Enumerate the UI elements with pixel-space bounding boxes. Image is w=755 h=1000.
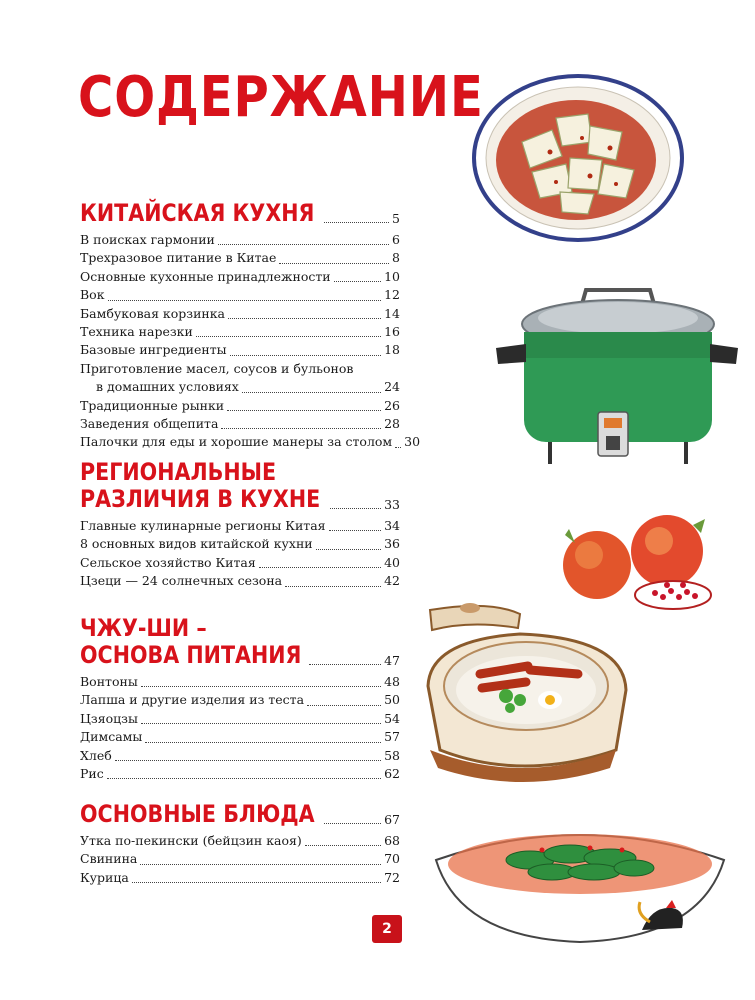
section-heading[interactable] bbox=[80, 615, 400, 669]
toc-entry[interactable]: Сельское хозяйство Китая 40 bbox=[80, 554, 400, 570]
toc-section-regional bbox=[80, 459, 400, 591]
toc-entry[interactable]: Цзяоцзы 54 bbox=[80, 710, 400, 726]
section-page: 5 bbox=[392, 211, 400, 226]
toc-entry[interactable]: Техника нарезки 16 bbox=[80, 324, 400, 340]
cabbage-dish-illustration bbox=[470, 72, 686, 244]
claypot-rice-illustration bbox=[410, 600, 645, 785]
section-heading[interactable] bbox=[80, 801, 400, 828]
toc-entry[interactable]: В поисках гармонии 6 bbox=[80, 232, 400, 247]
toc-entry[interactable]: Лапша и другие изделия из теста 50 bbox=[80, 692, 400, 708]
section-page: 47 bbox=[384, 653, 400, 668]
toc-entry[interactable]: Основные кухонные принадлежности 10 bbox=[80, 268, 400, 284]
toc-entry-first-line[interactable]: Приготовление масел, соусов и бульонов bbox=[80, 360, 354, 376]
toc-entry[interactable]: Вок 12 bbox=[80, 287, 400, 303]
section-heading[interactable] bbox=[80, 459, 400, 513]
section-title: РЕГИОНАЛЬНЫЕ РАЗЛИЧИЯ В КУХНЕ bbox=[80, 458, 321, 513]
vegetable-bowl-illustration bbox=[430, 820, 730, 945]
page-title: СОДЕРЖАНИЕ bbox=[78, 65, 484, 130]
toc-section-chinese-cuisine bbox=[80, 199, 421, 452]
section-title: ЧЖУ-ШИ – ОСНОВА ПИТАНИЯ bbox=[80, 614, 302, 669]
toc-entry[interactable]: Заведения общепита 28 bbox=[80, 416, 400, 432]
section-page: 33 bbox=[384, 497, 400, 512]
toc-entry[interactable]: Утка по-пекински (бейцзин каоя) 68 bbox=[80, 833, 400, 848]
toc-entry[interactable]: Палочки для еды и хорошие манеры за столом 30 bbox=[80, 434, 421, 450]
rice-cooker-illustration bbox=[490, 282, 740, 472]
toc-entry[interactable]: Цзеци — 24 солнечных сезона 42 bbox=[80, 573, 400, 589]
section-page: 67 bbox=[384, 812, 400, 827]
toc-section-main-dishes bbox=[80, 801, 400, 887]
toc-entry[interactable]: Бамбуковая корзинка 14 bbox=[80, 305, 400, 321]
toc-entry[interactable]: 8 основных видов китайской кухни 36 bbox=[80, 536, 400, 552]
toc-entry[interactable]: Свинина 70 bbox=[80, 851, 400, 867]
pomegranate-illustration bbox=[555, 505, 720, 615]
toc-entry[interactable]: Хлеб 58 bbox=[80, 747, 400, 763]
section-heading[interactable] bbox=[80, 200, 400, 227]
section-title: КИТАЙСКАЯ КУХНЯ bbox=[80, 199, 315, 227]
toc-entry[interactable]: Вонтоны 48 bbox=[80, 674, 400, 689]
toc-entry[interactable]: Димсамы 57 bbox=[80, 729, 400, 745]
toc-entry[interactable]: Традиционные рынки 26 bbox=[80, 397, 400, 413]
toc-entry[interactable]: Главные кулинарные регионы Китая 34 bbox=[80, 518, 400, 533]
toc-entry[interactable]: Базовые ингредиенты 18 bbox=[80, 342, 400, 358]
toc-entry[interactable]: Трехразовое питание в Китае 8 bbox=[80, 250, 400, 266]
toc-entry[interactable]: в домашних условиях 24 bbox=[96, 379, 400, 395]
toc-section-zhu-shi bbox=[80, 615, 400, 783]
page-number-badge: 2 bbox=[372, 915, 402, 943]
section-title: ОСНОВНЫЕ БЛЮДА bbox=[80, 800, 315, 828]
toc-entry[interactable]: Курица 72 bbox=[80, 869, 400, 885]
toc-entry[interactable]: Рис 62 bbox=[80, 766, 400, 782]
